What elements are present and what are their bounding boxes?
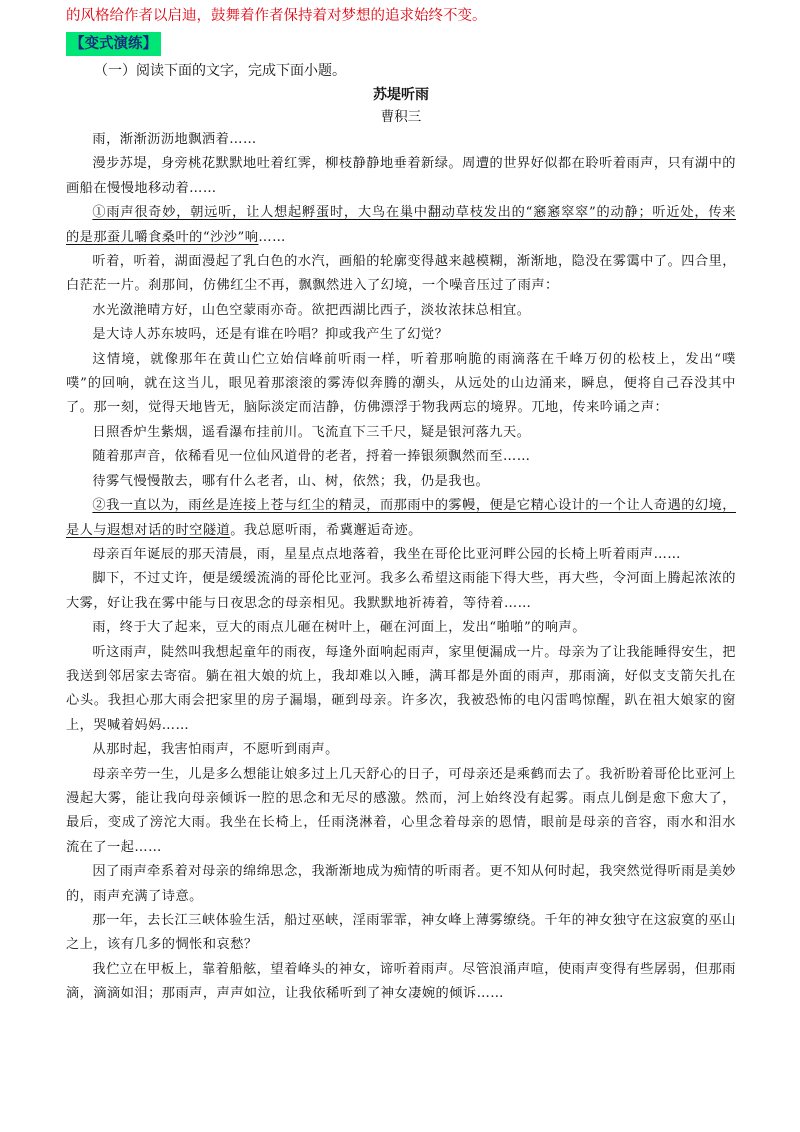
paragraph: 是大诗人苏东坡吗，还是有谁在吟唱？抑或我产生了幻觉？	[92, 327, 449, 343]
underlined-sentence-2: ②我一直以为，雨丝是连接上苍与红尘的精灵，而那雨中的雾幔，便是它精心设计的一个让人奇遇的幻境，是人与遐想对话的时空隧道	[66, 498, 736, 538]
article-title: 苏堤听雨	[373, 87, 429, 103]
paragraph: 漫步苏堤，身旁桃花默默地吐着红霁，柳枝静静地垂着新绿。周遭的世界好似都在聆听着雨声，只有湖中的画船在慢慢地移动着……	[66, 156, 736, 196]
top-note: 的风格给作者以启迪，鼓舞着作者保持着对梦想的追求始终不变。	[66, 8, 487, 24]
paragraph: 待雾气慢慢散去，哪有什么老者，山、树，依然；我，仍是我也。	[92, 473, 490, 489]
instruction: （一）阅读下面的文字，完成下面小题。	[94, 63, 346, 79]
paragraph: 听这雨声，陡然叫我想起童年的雨夜，每逢外面响起雨声，家里便漏成一片。母亲为了让我能睡得安生，把我送到邻居家去寄宿。躺在祖大娘的炕上，我却难以入睡，满耳都是外面的雨声，那雨滴，好似支支箭矢扎在心头。我担心那大雨会把家里的房子漏塌，砸到母亲。许多次，我被恐怖的电闪雷鸣惊醒，趴在祖大娘家的窗上，哭喊着妈妈……	[66, 644, 736, 733]
paragraph: 母亲百年诞辰的那天清晨，雨，星星点点地落着，我坐在哥伦比亚河畔公园的长椅上听着雨声……	[92, 546, 681, 562]
paragraph: 脚下，不过丈许，便是缓缓流淌的哥伦比亚河。我多么希望这雨能下得大些，再大些，令河面上腾起浓浓的大雾，好让我在雾中能与日夜思念的母亲相见。我默默地祈祷着，等待着……	[66, 571, 736, 611]
paragraph: 因了雨声牵系着对母亲的绵绵思念，我渐渐地成为痴情的听雨者。更不知从何时起，我突然觉得听雨是美妙的，雨声充满了诗意。	[66, 864, 736, 904]
underlined-sentence-1: ①雨声很奇妙，朝远听，让人想起孵蛋时，大鸟在巢中翻动草枝发出的“窸窸窣窣”的动静；听近处，传来的是那蚕儿嚼食桑叶的“沙沙”响	[66, 205, 736, 245]
paragraph: 这情境，就像那年在黄山伫立始信峰前听雨一样，听着那响脆的雨滴落在千峰万仞的松枝上，发出“噗噗”的回响，就在这当儿，眼见着那滚滚的雾涛似奔腾的潮头，从远处的山边涌来，瞬息，便将自己吞没其中了。那一刻，觉得天地皆无，脑际淡定而洁静，仿佛漂浮于物我两忘的境界。兀地，传来吟诵之声：	[66, 351, 736, 416]
paragraph: 听着，听着，湖面漫起了乳白色的水汽，画船的轮廓变得越来越模糊，渐渐地，隐没在雾霭中了。四合里，白茫茫一片。刹那间，仿佛红尘不再，飘飘然进入了幻境，一个噪音压过了雨声：	[66, 254, 736, 294]
poem-line: 水光潋滟晴方好，山色空蒙雨亦奇。欲把西湖比西子，淡妆浓抹总相宜。	[92, 302, 531, 318]
section-tag: 【变式演练】	[66, 32, 161, 56]
paragraph	[66, 494, 736, 543]
paragraph: 那一年，去长江三峡体验生活，船过巫峡，淫雨霏霏，神女峰上薄雾缭绕。千年的神女独守在这寂寞的巫山之上，该有几多的惆怅和哀愁？	[66, 913, 736, 953]
paragraph: 雨，终于大了起来，豆大的雨点儿砸在树叶上，砸在河面上，发出“啪啪”的响声。	[92, 620, 586, 636]
paragraph: 母亲辛劳一生，儿是多么想能让娘多过上几天舒心的日子，可母亲还是乘鹤而去了。我祈盼着哥伦比亚河上漫起大雾，能让我向母亲倾诉一腔的思念和无尽的感激。然而，河上始终没有起雾。雨点儿倒是愈下愈大了，最后，变成了滂沱大雨。我坐在长椅上，任雨浇淋着，心里念着母亲的恩情，眼前是母亲的音容，雨水和泪水流在了一起……	[66, 766, 736, 855]
paragraph-tail: ……	[258, 229, 286, 245]
paragraph	[66, 201, 736, 250]
paragraph: 雨，渐渐沥沥地飘洒着……	[92, 132, 257, 147]
paragraph: 随着那声音，依稀看见一位仙风道骨的老者，捋着一捧银须飘然而至……	[92, 449, 531, 465]
paragraph: 从那时起，我害怕雨声，不愿听到雨声。	[92, 742, 339, 758]
paragraph-tail: 。我总愿听雨，希冀邂逅奇迹。	[230, 522, 422, 538]
paragraph: 我伫立在甲板上，靠着船舷，望着峰头的神女，谛听着雨声。尽管浪涌声喧，使雨声变得有些孱弱，但那雨滴，滴滴如泪；那雨声，声声如泣，让我依稀听到了神女凄婉的倾诉……	[66, 961, 736, 1002]
article-body	[66, 128, 736, 1007]
article-author: 曹积三	[380, 109, 422, 125]
poem-line: 日照香炉生紫烟，遥看瀑布挂前川。飞流直下三千尺，疑是银河落九天。	[92, 424, 531, 440]
